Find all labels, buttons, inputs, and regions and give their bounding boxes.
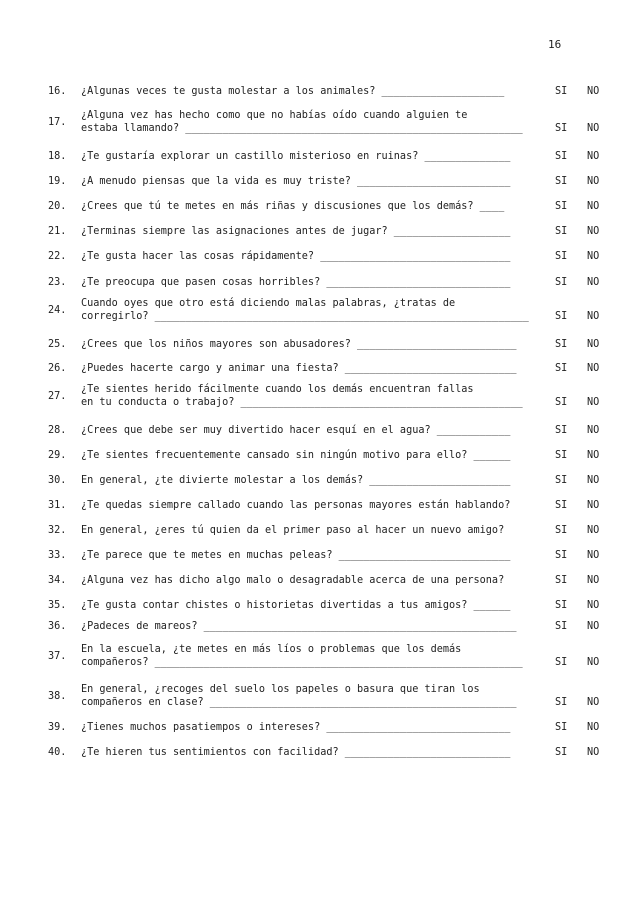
question-text [81,549,541,562]
answer-no[interactable]: NO [587,697,600,708]
answer-no[interactable]: NO [587,600,600,611]
answer-no[interactable]: NO [587,363,600,374]
answer-si[interactable]: SI [555,226,568,237]
answer-si[interactable]: SI [555,123,568,134]
answer-si[interactable]: SI [555,500,568,511]
question-number: 33. [48,550,67,561]
question-text [81,150,541,163]
question-number: 40. [48,747,67,758]
question-line: ¿Te gusta hacer las cosas rápidamente? _______________________________ [81,251,511,262]
answer-no[interactable]: NO [587,525,600,536]
question-number: 30. [48,475,67,486]
question-line: ¿Te hieren tus sentimientos con facilidad? ___________________________ [81,747,511,758]
question-number: 29. [48,450,67,461]
question-text [81,449,541,462]
answer-no[interactable]: NO [587,339,600,350]
answer-no[interactable]: NO [587,226,600,237]
answer-no[interactable]: NO [587,176,600,187]
answer-si[interactable]: SI [555,697,568,708]
question-number: 26. [48,363,67,374]
question-number: 27. [48,391,67,402]
question-number: 16. [48,86,67,97]
question-line: ¿Te sientes frecuentemente cansado sin ningún motivo para ello? ______ [81,450,511,461]
question-text [81,683,541,709]
question-line: estaba llamando? _______________________________________________________ [81,123,523,134]
question-line: ¿Crees que tú te metes en más riñas y discusiones que los demás? ____ [81,201,505,212]
question-text [81,499,541,512]
question-line: En la escuela, ¿te metes en más líos o problemas que los demás [81,644,462,655]
answer-no[interactable]: NO [587,575,600,586]
answer-si[interactable]: SI [555,425,568,436]
question-number: 39. [48,722,67,733]
answer-si[interactable]: SI [555,475,568,486]
question-line: ¿Te gustaría explorar un castillo misterioso en ruinas? ______________ [81,151,511,162]
question-text [81,620,541,633]
question-line: ¿Tienes muchos pasatiempos o intereses? ______________________________ [81,722,511,733]
question-number: 32. [48,525,67,536]
question-line: ¿Crees que los niños mayores son abusadores? __________________________ [81,339,517,350]
question-number: 37. [48,651,67,662]
question-line: ¿Alguna vez has dicho algo malo o desagradable acerca de una persona? [81,575,505,586]
question-text [81,746,541,759]
answer-si[interactable]: SI [555,621,568,632]
question-text [81,85,541,98]
question-line: En general, ¿te divierte molestar a los demás? _______________________ [81,475,511,486]
question-number: 28. [48,425,67,436]
answer-si[interactable]: SI [555,311,568,322]
answer-no[interactable]: NO [587,621,600,632]
answer-no[interactable]: NO [587,747,600,758]
answer-si[interactable]: SI [555,251,568,262]
question-line: compañeros en clase? __________________________________________________ [81,697,517,708]
question-line: ¿Crees que debe ser muy divertido hacer esquí en el agua? ____________ [81,425,511,436]
answer-si[interactable]: SI [555,339,568,350]
question-number: 38. [48,691,67,702]
question-line: en tu conducta o trabajo? ______________________________________________ [81,397,523,408]
answer-si[interactable]: SI [555,747,568,758]
question-line: Cuando oyes que otro está diciendo malas palabras, ¿tratas de [81,298,456,309]
question-line: corregirlo? _____________________________________________________________ [81,311,529,322]
question-line: ¿Puedes hacerte cargo y animar una fiesta? ____________________________ [81,363,517,374]
answer-si[interactable]: SI [555,450,568,461]
question-text [81,599,541,612]
answer-si[interactable]: SI [555,176,568,187]
question-number: 24. [48,305,67,316]
question-number: 23. [48,277,67,288]
question-text [81,383,541,409]
question-line: En general, ¿eres tú quien da el primer paso al hacer un nuevo amigo? [81,525,505,536]
question-text [81,109,541,135]
question-line: ¿Te sientes herido fácilmente cuando los demás encuentran fallas [81,384,474,395]
answer-si[interactable]: SI [555,657,568,668]
answer-no[interactable]: NO [587,151,600,162]
question-line: compañeros? ____________________________________________________________ [81,657,523,668]
question-text [81,225,541,238]
answer-no[interactable]: NO [587,425,600,436]
question-line: ¿Te parece que te metes en muchas peleas? ____________________________ [81,550,511,561]
question-line: En general, ¿recoges del suelo los papeles o basura que tiran los [81,684,480,695]
answer-no[interactable]: NO [587,550,600,561]
question-text [81,250,541,263]
answer-si[interactable]: SI [555,397,568,408]
question-text [81,276,541,289]
question-number: 22. [48,251,67,262]
answer-no[interactable]: NO [587,722,600,733]
answer-no[interactable]: NO [587,397,600,408]
question-text [81,643,541,669]
question-text [81,362,541,375]
question-text [81,474,541,487]
answer-no[interactable]: NO [587,277,600,288]
answer-no[interactable]: NO [587,201,600,212]
answer-si[interactable]: SI [555,550,568,561]
answer-si[interactable]: SI [555,575,568,586]
question-number: 19. [48,176,67,187]
question-number: 17. [48,117,67,128]
question-line: ¿Algunas veces te gusta molestar a los animales? ____________________ [81,86,505,97]
question-text [81,175,541,188]
answer-no[interactable]: NO [587,311,600,322]
answer-no[interactable]: NO [587,657,600,668]
question-text [81,721,541,734]
question-line: ¿Te preocupa que pasen cosas horribles? ______________________________ [81,277,511,288]
question-number: 31. [48,500,67,511]
answer-si[interactable]: SI [555,525,568,536]
question-text [81,297,541,323]
question-line: ¿Te gusta contar chistes o historietas divertidas a tus amigos? ______ [81,600,511,611]
answer-no[interactable]: NO [587,475,600,486]
question-text [81,424,541,437]
question-text [81,524,541,537]
answer-no[interactable]: NO [587,251,600,262]
answer-si[interactable]: SI [555,722,568,733]
answer-si[interactable]: SI [555,600,568,611]
answer-si[interactable]: SI [555,201,568,212]
answer-si[interactable]: SI [555,363,568,374]
question-number: 34. [48,575,67,586]
question-text [81,200,541,213]
answer-si[interactable]: SI [555,151,568,162]
answer-no[interactable]: NO [587,500,600,511]
question-line: ¿Terminas siempre las asignaciones antes de jugar? ___________________ [81,226,511,237]
answer-no[interactable]: NO [587,123,600,134]
question-number: 21. [48,226,67,237]
answer-no[interactable]: NO [587,450,600,461]
question-number: 25. [48,339,67,350]
question-text [81,574,541,587]
answer-si[interactable]: SI [555,86,568,97]
page-number: 16 [548,38,562,51]
question-number: 18. [48,151,67,162]
question-line: ¿Te quedas siempre callado cuando las personas mayores están hablando? [81,500,511,511]
question-number: 35. [48,600,67,611]
question-number: 36. [48,621,67,632]
question-number: 20. [48,201,67,212]
question-line: ¿A menudo piensas que la vida es muy triste? _________________________ [81,176,511,187]
question-line: ¿Alguna vez has hecho como que no habías oído cuando alguien te [81,110,468,121]
answer-si[interactable]: SI [555,277,568,288]
answer-no[interactable]: NO [587,86,600,97]
question-text [81,338,541,351]
question-line: ¿Padeces de mareos? ___________________________________________________ [81,621,517,632]
